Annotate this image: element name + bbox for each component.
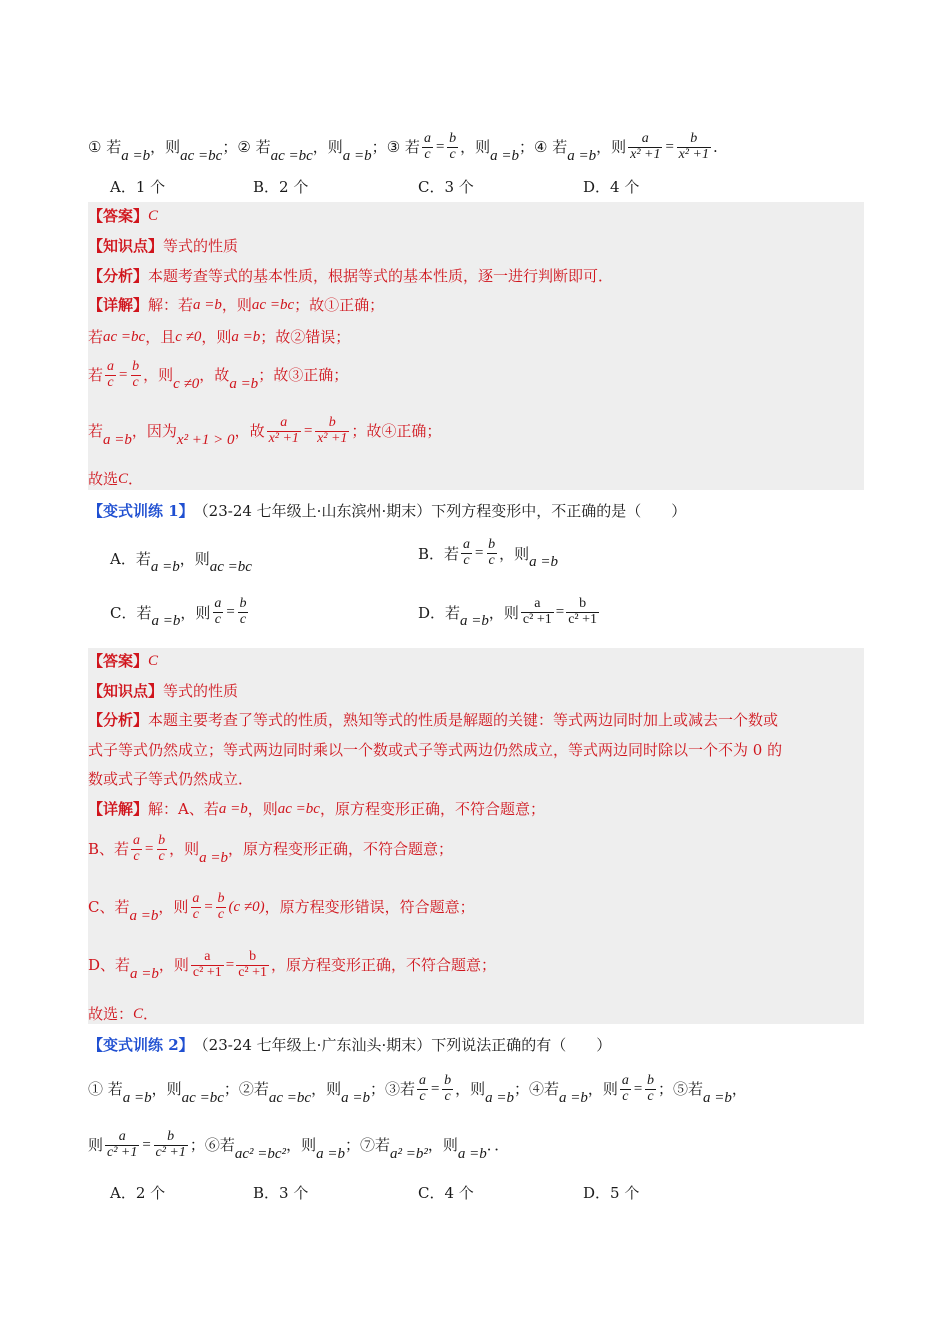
text: 【答案】 — [88, 207, 149, 225]
variant-1-stem — [88, 502, 686, 520]
text: ，则 — [311, 1080, 342, 1099]
math: a =b — [457, 1146, 487, 1163]
num: b — [217, 891, 225, 906]
text: ① 若 — [88, 1080, 123, 1099]
den: c — [239, 611, 247, 627]
option-text: 3 个 — [279, 1184, 309, 1202]
text: . — [712, 138, 718, 157]
text: C、若 — [88, 898, 130, 917]
fraction — [131, 834, 142, 864]
q1-detail-2 — [88, 328, 350, 346]
den: x² +1 — [317, 430, 348, 446]
math: c ≠0 — [173, 376, 200, 393]
num: b — [328, 415, 336, 430]
den: c — [449, 146, 456, 162]
v1-detail-b: B、若 $\frac{a}{c}$ = $\frac{b}{c}$ ，则 a =b ，原方程变形正确，不符合题意； — [88, 833, 454, 867]
fraction — [447, 132, 458, 162]
den: c — [622, 1088, 629, 1104]
text: ，则 — [455, 1080, 486, 1099]
option-text: 2 个 — [135, 1184, 166, 1202]
statement-2-mark: ② — [237, 138, 251, 157]
text: （23-24 七年级上·广东汕头·期末）下列说法正确的有（ ） — [193, 1036, 612, 1054]
text: 若 — [88, 366, 104, 385]
fraction — [486, 538, 497, 568]
num: b — [158, 833, 166, 848]
den: c — [107, 374, 114, 390]
math: C — [148, 653, 159, 669]
option-letter: A — [110, 1183, 121, 1202]
den: c — [158, 848, 165, 864]
num: b — [690, 131, 698, 146]
text: ；②若 — [223, 1080, 269, 1099]
math: ac =bc — [209, 559, 252, 575]
fraction — [417, 1074, 428, 1104]
text: ． — [128, 470, 144, 488]
text: 【变式训练 2】 — [88, 1036, 194, 1054]
fraction — [238, 597, 249, 627]
option-letter: B — [253, 177, 265, 196]
den: c — [214, 611, 221, 627]
den: c² +1 — [107, 1144, 138, 1160]
v2-option-d[interactable]: D ． 5 个 — [583, 1183, 640, 1202]
math: a =b — [490, 148, 519, 165]
den: c — [192, 906, 199, 922]
den: c — [647, 1088, 654, 1104]
num: a — [118, 1129, 126, 1144]
text: 【知识点】 — [88, 237, 164, 255]
text: 若 — [255, 138, 271, 157]
text: 解：若 — [148, 296, 194, 314]
math: a =b — [559, 1090, 588, 1107]
text: ；④若 — [513, 1080, 559, 1099]
den: c² +1 — [568, 611, 598, 627]
text: 若 — [552, 138, 568, 157]
v2-option-b[interactable]: B ． 3 个 — [253, 1183, 309, 1202]
den: c — [488, 552, 495, 568]
fraction — [628, 132, 662, 162]
num: b — [239, 596, 247, 611]
text: ，则 — [460, 138, 491, 157]
q1-option-a[interactable]: A ． 1 个 — [110, 177, 166, 196]
math: a =b — [122, 1090, 152, 1107]
num: b — [488, 537, 496, 552]
num: b — [249, 949, 257, 964]
math: (c ≠0) — [228, 899, 265, 916]
text: 本题主要考查了等式的性质，熟知等式的性质是解题的关键：等式两边同时加上或减去一个数或 — [148, 711, 779, 729]
v1-option-b[interactable]: B．若 $\frac{a}{c}$ = $\frac{b}{c}$ ，则 a =b — [418, 537, 559, 570]
text: A．若 — [110, 550, 151, 568]
text: ；⑦若 — [344, 1136, 390, 1155]
text: ，则 — [169, 840, 200, 859]
v1-detail-c: C、若 a =b ，则 $\frac{a}{c}$ = $\frac{b}{c}$ (c ≠0) ，原方程变形错误，符合题意； — [88, 891, 475, 925]
num: b — [132, 359, 140, 374]
math: c ≠0 — [175, 329, 202, 345]
text: 式子等式仍然成立；等式两边同时乘以一个数或式子等式两边仍然成立，等式两边同时除以一个不为 0 的 — [88, 741, 783, 759]
den: c² +1 — [155, 1144, 186, 1160]
fraction — [190, 892, 201, 922]
text: ，则 — [180, 603, 211, 622]
option-text: 4 个 — [444, 1184, 474, 1202]
q1-pick — [88, 470, 143, 488]
den: c — [463, 552, 470, 568]
math: a² =b² — [389, 1146, 428, 1163]
den: c — [217, 906, 225, 922]
v1-pick — [88, 1005, 158, 1023]
fraction — [315, 416, 349, 446]
q1-option-d[interactable]: D ． 4 个 — [583, 177, 640, 196]
text: 【详解】 — [88, 800, 149, 818]
fraction — [422, 132, 433, 162]
text: ．． — [486, 1136, 510, 1155]
v1-option-d[interactable]: D．若 a =b ，则 $\frac{a}{\text{c² +1}}$ = $\frac{b}{\text{c² +1}}$ — [418, 596, 598, 629]
den: x² +1 — [630, 146, 661, 162]
math: a =b — [150, 559, 180, 575]
num: a — [423, 131, 431, 146]
v1-detail-a — [88, 800, 545, 818]
q1-detail-4: 若 a =b ，因为 x² +1 > 0 ，故 $\frac{a}{\text{x² +1}}$ = $\frac{b}{\text{x² +1}}$ ；故④正确； — [88, 415, 442, 449]
math: ac =bc — [251, 297, 295, 313]
den: c² +1 — [192, 964, 222, 980]
text: 等式的性质 — [163, 237, 239, 255]
v1-analysis-2 — [88, 741, 782, 759]
text: （23-24 七年级上·山东滨州·期末）下列方程变形中，不正确的是（ ） — [193, 502, 687, 520]
option-text: 5 个 — [610, 1184, 640, 1202]
text: ； — [518, 138, 534, 157]
fraction — [645, 1074, 656, 1104]
q1-statements: ① 若 a =b ，则 ac =bc ； ② 若 ac =bc ，则 a =b ； ③ 若 $\frac{a}{c}$ = $\frac{b}{c}$ ，则 a =b ； ④ 若 a =b ，则 $\frac{a}{\text{x² +1}}$ = $\frac{b}{\text{x² +1}}$ . — [88, 131, 718, 165]
text: ，则 — [150, 138, 181, 157]
v1-analysis-1 — [88, 711, 778, 729]
fraction — [130, 360, 141, 390]
text: ；③若 — [369, 1080, 415, 1099]
num: a — [418, 1073, 426, 1088]
fraction — [216, 892, 227, 922]
text: D．若 — [418, 603, 461, 622]
text: ，则 — [427, 1136, 458, 1155]
fraction — [267, 416, 301, 446]
text: ，则 — [158, 956, 189, 975]
math: a =b — [129, 908, 159, 925]
q1-option-b[interactable]: B ． 2 个 — [253, 177, 309, 196]
math: a =b — [103, 432, 132, 449]
num: a — [463, 537, 471, 552]
q1-option-c[interactable]: C ． 3 个 — [418, 177, 474, 196]
text: ，故 — [234, 422, 265, 441]
math: a =b — [218, 801, 248, 817]
text: ，则 — [143, 366, 174, 385]
fraction — [677, 132, 711, 162]
text: ，则 — [221, 296, 252, 314]
fraction — [461, 538, 472, 568]
v1-answer — [88, 652, 158, 670]
math: ac =bc — [268, 1090, 312, 1107]
v1-option-c[interactable]: C．若 a =b ，则 $\frac{a}{c}$ = $\frac{b}{c}$ — [110, 596, 247, 629]
math: a =b — [316, 1146, 345, 1163]
num: b — [647, 1073, 655, 1088]
text: ；故④正确； — [351, 422, 442, 441]
num: a — [641, 131, 649, 146]
num: a — [192, 891, 200, 906]
num: b — [449, 131, 457, 146]
text: A、若 — [178, 800, 219, 818]
v1-analysis-3 — [88, 770, 253, 788]
option-letter: A — [110, 177, 121, 196]
text: 【分析】 — [88, 267, 149, 285]
math: C — [118, 471, 129, 487]
math: a =b — [485, 1090, 514, 1107]
text: 【变式训练 1】 — [88, 502, 194, 520]
math: a =b — [529, 553, 559, 570]
q1-detail-1 — [88, 296, 384, 314]
text: 等式的性质 — [163, 682, 239, 700]
text: ，原方程变形正确，不符合题意； — [228, 840, 454, 859]
fraction — [442, 1074, 453, 1104]
option-letter: C — [418, 177, 430, 196]
fraction — [105, 1130, 139, 1160]
den: c² +1 — [238, 964, 268, 980]
math: a =b — [151, 612, 181, 629]
math: ac =bc — [181, 1090, 224, 1107]
num: a — [280, 415, 288, 430]
math: x² +1 > 0 — [176, 432, 235, 449]
text: ，因为 — [131, 422, 177, 441]
fraction — [521, 597, 554, 627]
option-letter: C — [418, 1183, 430, 1202]
den: c — [424, 146, 431, 162]
math: a =b — [121, 148, 151, 165]
text: ，则 — [151, 1080, 182, 1099]
text: ；⑥若 — [189, 1136, 235, 1155]
fraction — [236, 950, 269, 980]
v1-knowledge-point — [88, 682, 238, 700]
den: c² +1 — [522, 611, 552, 627]
num: a — [204, 949, 211, 964]
num: a — [107, 359, 115, 374]
den: c — [444, 1088, 451, 1104]
text: 故选 — [88, 470, 119, 488]
text: ． — [143, 1005, 159, 1023]
text: 数或式子等式仍然成立． — [88, 770, 254, 788]
math: a =b — [193, 297, 222, 313]
math: ac =bc — [180, 148, 223, 165]
text: B．若 — [418, 544, 460, 563]
den: x² +1 — [268, 430, 299, 446]
text: 本题考查等式的基本性质，根据等式的基本性质，逐一进行判断即可． — [148, 267, 614, 285]
statement-1-mark: ① — [88, 138, 102, 157]
den: c — [419, 1088, 426, 1104]
text: 【详解】 — [88, 296, 149, 314]
num: b — [579, 596, 587, 611]
text: ，则 — [596, 138, 627, 157]
text: ，原方程变形正确，不符合题意； — [271, 956, 497, 975]
num: a — [534, 596, 541, 611]
text: 解： — [148, 800, 179, 818]
v2-statements-1: ① 若 a =b ，则 ac =bc ；②若 ac =bc ，则 a =b ；③若 $\frac{a}{c}$ = $\frac{b}{c}$ ，则 a =b ；④若 a =b ，则 $\frac{a}{c}$ = $\frac{b}{c}$ ；⑤若 a =b ， — [88, 1073, 747, 1107]
den: x² +1 — [678, 146, 709, 162]
option-text: 1 个 — [135, 178, 166, 196]
text: ，则 — [179, 550, 210, 568]
q1-analysis — [88, 267, 613, 285]
math: C — [148, 208, 159, 224]
option-letter: B — [253, 1183, 265, 1202]
math: ac =bc — [270, 148, 313, 165]
option-letter: D — [583, 177, 596, 196]
math: a =b — [130, 966, 159, 983]
math: C — [133, 1006, 144, 1022]
math: a =b — [231, 329, 261, 345]
text: 若 — [404, 138, 420, 157]
text: 若 — [106, 138, 122, 157]
variant-2-stem — [88, 1036, 611, 1054]
fraction — [156, 834, 167, 864]
text: 【答案】 — [88, 652, 149, 670]
text: ，则 — [158, 898, 189, 917]
fraction — [191, 950, 224, 980]
den: c — [133, 848, 140, 864]
text: ，则 — [286, 1136, 317, 1155]
math: ac =bc — [103, 329, 146, 345]
text: ， — [731, 1080, 747, 1099]
q1-detail-3: 若 $\frac{a}{c}$ = $\frac{b}{c}$ ，则 c ≠0 ，故 a =b ；故③正确； — [88, 359, 349, 393]
fraction — [620, 1074, 631, 1104]
text: ，原方程变形正确，不符合题意； — [319, 800, 545, 818]
fraction — [566, 597, 599, 627]
text: ，且 — [145, 328, 176, 346]
text: ；⑤若 — [658, 1080, 704, 1099]
fraction — [212, 597, 223, 627]
math: a =b — [460, 612, 489, 629]
text: ，则 — [587, 1080, 618, 1099]
den: c — [132, 374, 139, 390]
v2-option-a[interactable]: A ． 2 个 — [110, 1183, 166, 1202]
text: 则 — [88, 1136, 104, 1155]
v2-statements-2: 则 $\frac{a}{\text{c² +1}}$ = $\frac{b}{\text{c² +1}}$ ；⑥若 ac² =bc² ，则 a =b ；⑦若 a² =b² ，则 a =b ．． — [88, 1129, 510, 1163]
math: a =b — [342, 148, 372, 165]
q1-answer — [88, 207, 158, 225]
text: ；故③正确； — [258, 366, 349, 385]
math: a =b — [567, 148, 597, 165]
math: ac =bc — [277, 801, 320, 817]
text: ；故②错误； — [260, 328, 351, 346]
text: ，则 — [499, 544, 530, 563]
text: ，故 — [199, 366, 230, 385]
text: 【分析】 — [88, 711, 149, 729]
math: a =b — [199, 850, 229, 867]
text: ，则 — [312, 138, 343, 157]
num: b — [444, 1073, 452, 1088]
text: 若 — [88, 422, 104, 441]
num: a — [621, 1073, 629, 1088]
text: ，则 — [247, 800, 278, 818]
statement-4-mark: ④ — [533, 138, 548, 157]
v2-option-c[interactable]: C ． 4 个 — [418, 1183, 474, 1202]
text: ，原方程变形错误，符合题意； — [264, 898, 475, 917]
text: C．若 — [110, 603, 152, 622]
text: ； — [371, 138, 387, 157]
option-letter: D — [583, 1183, 596, 1202]
fraction — [154, 1130, 188, 1160]
text: 故选： — [88, 1005, 134, 1023]
math: a =b — [341, 1090, 370, 1107]
text: ，则 — [201, 328, 232, 346]
math: a =b — [229, 376, 259, 393]
fraction — [105, 360, 116, 390]
text: B、若 — [88, 840, 130, 859]
text: ； — [222, 138, 238, 157]
option-text: 2 个 — [279, 178, 309, 196]
text: ，则 — [488, 603, 519, 622]
num: a — [214, 596, 222, 611]
text: ；故①正确； — [294, 296, 385, 314]
math: a =b — [703, 1090, 732, 1107]
statement-3-mark: ③ — [386, 138, 401, 157]
num: a — [133, 833, 141, 848]
text: 【知识点】 — [88, 682, 164, 700]
v1-detail-d: D、若 a =b ，则 $\frac{a}{\text{c² +1}}$ = $\frac{b}{\text{c² +1}}$ ，原方程变形正确，不符合题意； — [88, 949, 497, 983]
option-text: 3 个 — [444, 178, 474, 196]
text: D、若 — [88, 956, 131, 975]
math: ac² =bc² — [234, 1146, 287, 1163]
v1-option-a[interactable] — [110, 548, 252, 575]
q1-knowledge-point — [88, 237, 238, 255]
num: b — [167, 1129, 175, 1144]
text: 若 — [88, 328, 104, 346]
option-text: 4 个 — [610, 178, 640, 196]
